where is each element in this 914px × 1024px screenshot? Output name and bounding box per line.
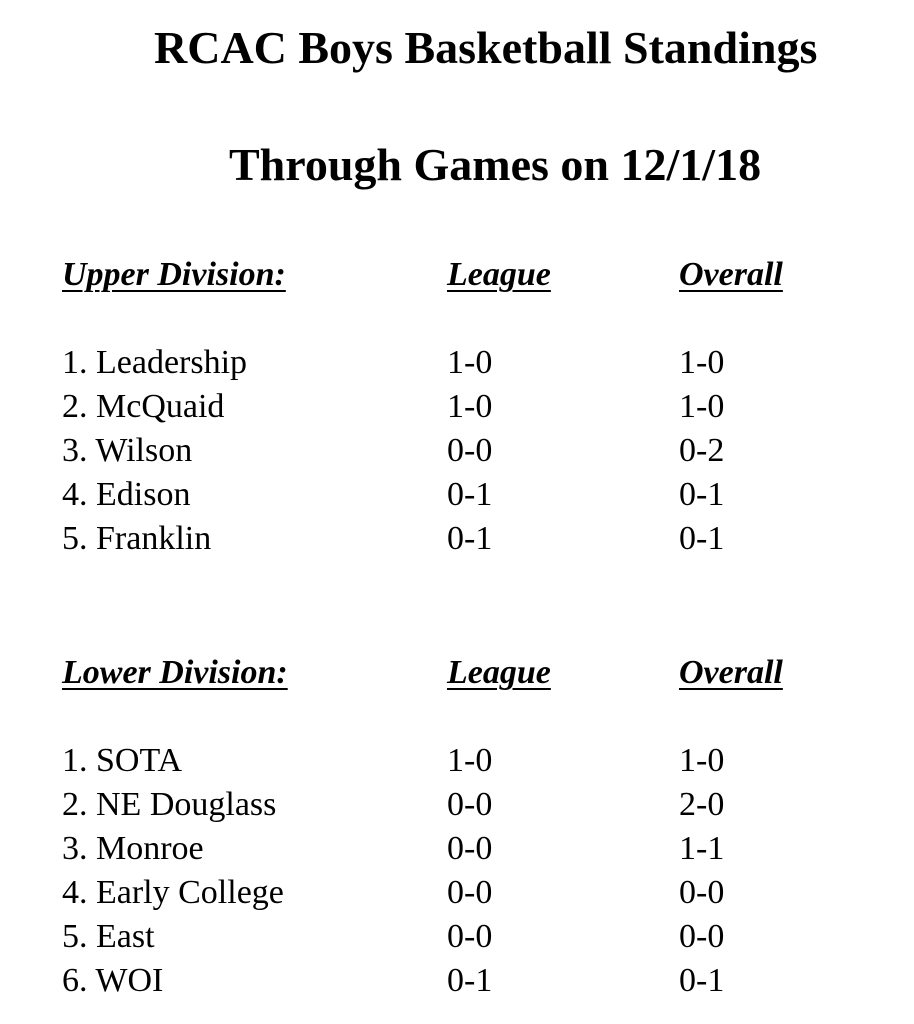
- team-name: 4. Early College: [62, 874, 284, 911]
- team-name: 3. Wilson: [62, 432, 193, 469]
- team-name: 6. WOI: [62, 962, 164, 999]
- team-name: 1. Leadership: [62, 344, 248, 381]
- table-row: [0, 473, 914, 517]
- league-record: 1-0: [447, 344, 493, 381]
- table-row: [0, 915, 914, 959]
- lower-league-column-header: League: [447, 654, 551, 691]
- team-name: 4. Edison: [62, 476, 191, 513]
- league-record: 0-1: [447, 520, 493, 557]
- upper-overall-column-header: Overall: [679, 256, 783, 293]
- table-row: [0, 959, 914, 1003]
- team-name: 2. NE Douglass: [62, 786, 277, 823]
- league-record: 1-0: [447, 388, 493, 425]
- overall-record: 2-0: [679, 786, 725, 823]
- team-name: 5. Franklin: [62, 520, 212, 557]
- overall-record: 0-1: [679, 520, 725, 557]
- overall-record: 1-0: [679, 344, 725, 381]
- lower-division-heading: Lower Division:: [62, 654, 288, 691]
- league-record: 1-0: [447, 742, 493, 779]
- league-record: 0-0: [447, 786, 493, 823]
- lower-division-header-row: [0, 651, 914, 695]
- overall-record: 1-1: [679, 830, 725, 867]
- overall-record: 0-1: [679, 476, 725, 513]
- overall-record: 0-2: [679, 432, 725, 469]
- overall-record: 0-0: [679, 918, 725, 955]
- upper-league-column-header: League: [447, 256, 551, 293]
- table-row: [0, 783, 914, 827]
- upper-division-heading: Upper Division:: [62, 256, 286, 293]
- overall-record: 1-0: [679, 742, 725, 779]
- league-record: 0-0: [447, 830, 493, 867]
- team-name: 2. McQuaid: [62, 388, 225, 425]
- lower-division-section: [0, 651, 914, 1003]
- table-row: [0, 871, 914, 915]
- overall-record: 1-0: [679, 388, 725, 425]
- team-name: 1. SOTA: [62, 742, 183, 779]
- lower-overall-column-header: Overall: [679, 654, 783, 691]
- team-name: 5. East: [62, 918, 155, 955]
- section-spacer: [0, 695, 914, 739]
- page-title: RCAC Boys Basketball Standings: [154, 22, 818, 73]
- team-name: 3. Monroe: [62, 830, 204, 867]
- league-record: 0-0: [447, 874, 493, 911]
- table-row: [0, 341, 914, 385]
- overall-record: 0-1: [679, 962, 725, 999]
- league-record: 0-1: [447, 962, 493, 999]
- league-record: 0-1: [447, 476, 493, 513]
- page-subtitle: Through Games on 12/1/18: [229, 139, 762, 190]
- section-spacer: [0, 297, 914, 341]
- upper-division-section: [0, 253, 914, 561]
- table-row: [0, 429, 914, 473]
- league-record: 0-0: [447, 918, 493, 955]
- table-row: [0, 517, 914, 561]
- table-row: [0, 739, 914, 783]
- upper-division-header-row: [0, 253, 914, 297]
- overall-record: 0-0: [679, 874, 725, 911]
- table-row: [0, 385, 914, 429]
- table-row: [0, 827, 914, 871]
- league-record: 0-0: [447, 432, 493, 469]
